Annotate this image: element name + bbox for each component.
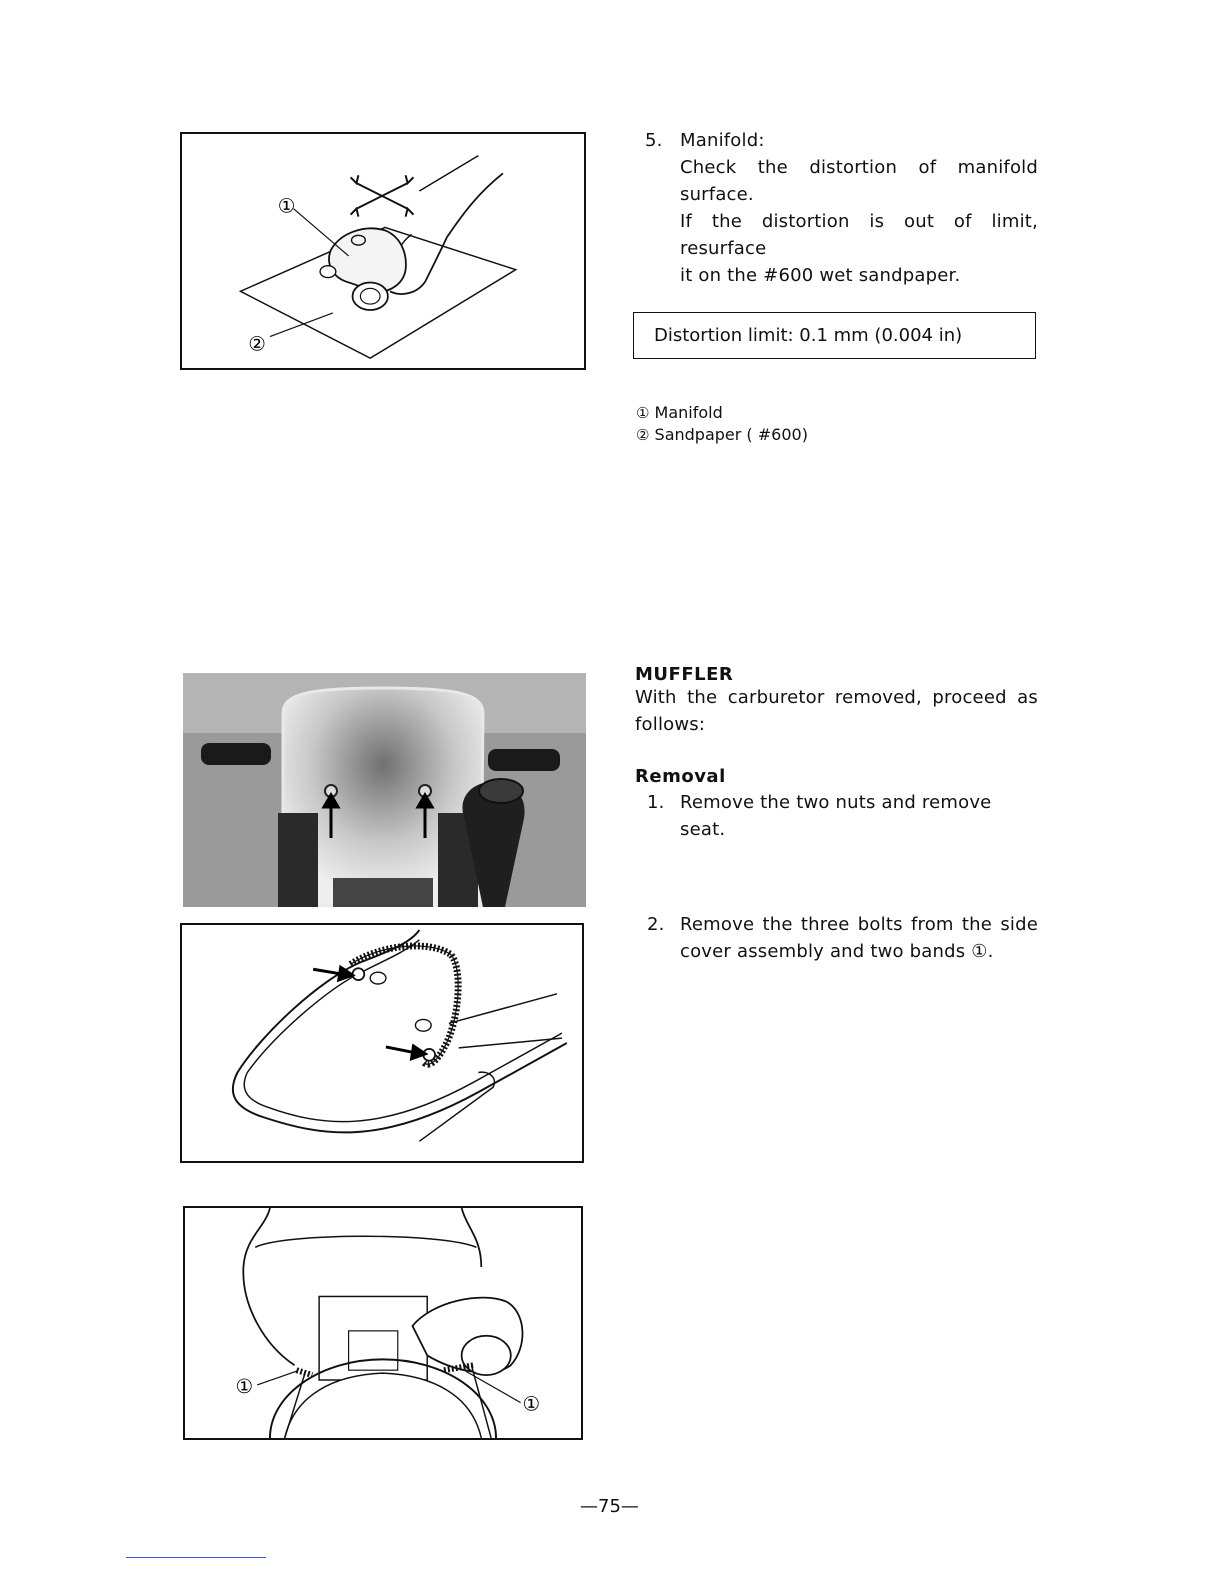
callout-2: ②	[248, 332, 266, 356]
legend-item-manifold	[636, 402, 808, 424]
step-1-number: 1.	[647, 792, 665, 813]
legend-marker-1: ①	[636, 404, 650, 422]
muffler-intro	[635, 684, 1038, 738]
page-number: —75—	[580, 1496, 639, 1517]
muffler-intro-line-1: With the carburetor removed, proceed as	[635, 687, 1038, 708]
step-5-block	[680, 127, 1038, 289]
step-5-number: 5.	[645, 130, 663, 151]
distortion-limit-box	[633, 312, 1036, 359]
band-callout-left: ①	[235, 1374, 254, 1398]
manifold-illustration	[182, 134, 584, 368]
bands-illustration	[185, 1208, 581, 1438]
muffler-intro-line-2: follows:	[635, 714, 706, 735]
legend-text-manifold: Manifold	[654, 403, 723, 422]
seat-photo	[183, 673, 586, 907]
manifold-legend	[636, 402, 808, 446]
callout-1: ①	[277, 194, 296, 218]
distortion-limit-text: Distortion limit: 0.1 mm (0.004 in)	[654, 325, 963, 346]
footer-rule	[126, 1557, 266, 1558]
step-5-line-2: If the distortion is out of limit, resurface	[680, 211, 1038, 259]
step-2-line-1: Remove the three bolts from the side	[680, 914, 1038, 935]
step-5-title: Manifold:	[680, 130, 765, 151]
legend-item-sandpaper	[636, 424, 808, 446]
removal-subheading: Removal	[635, 766, 726, 787]
band-callout-right: ①	[522, 1392, 541, 1416]
muffler-heading: MUFFLER	[635, 664, 734, 685]
step-2-block	[680, 911, 1038, 965]
step-2-line-2: cover assembly and two bands ①.	[680, 941, 994, 962]
side-cover-illustration	[182, 925, 582, 1161]
step-2-number: 2.	[647, 914, 665, 935]
side-cover-figure	[180, 923, 584, 1163]
step-1-text: Remove the two nuts and remove seat.	[680, 792, 992, 840]
legend-text-sandpaper: Sandpaper ( #600)	[654, 425, 808, 444]
step-5-line-1: Check the distortion of manifold surface.	[680, 157, 1038, 205]
step-5-line-3: it on the #600 wet sandpaper.	[680, 265, 961, 286]
manifold-figure	[180, 132, 586, 370]
legend-marker-2: ②	[636, 426, 650, 444]
bands-figure	[183, 1206, 583, 1440]
